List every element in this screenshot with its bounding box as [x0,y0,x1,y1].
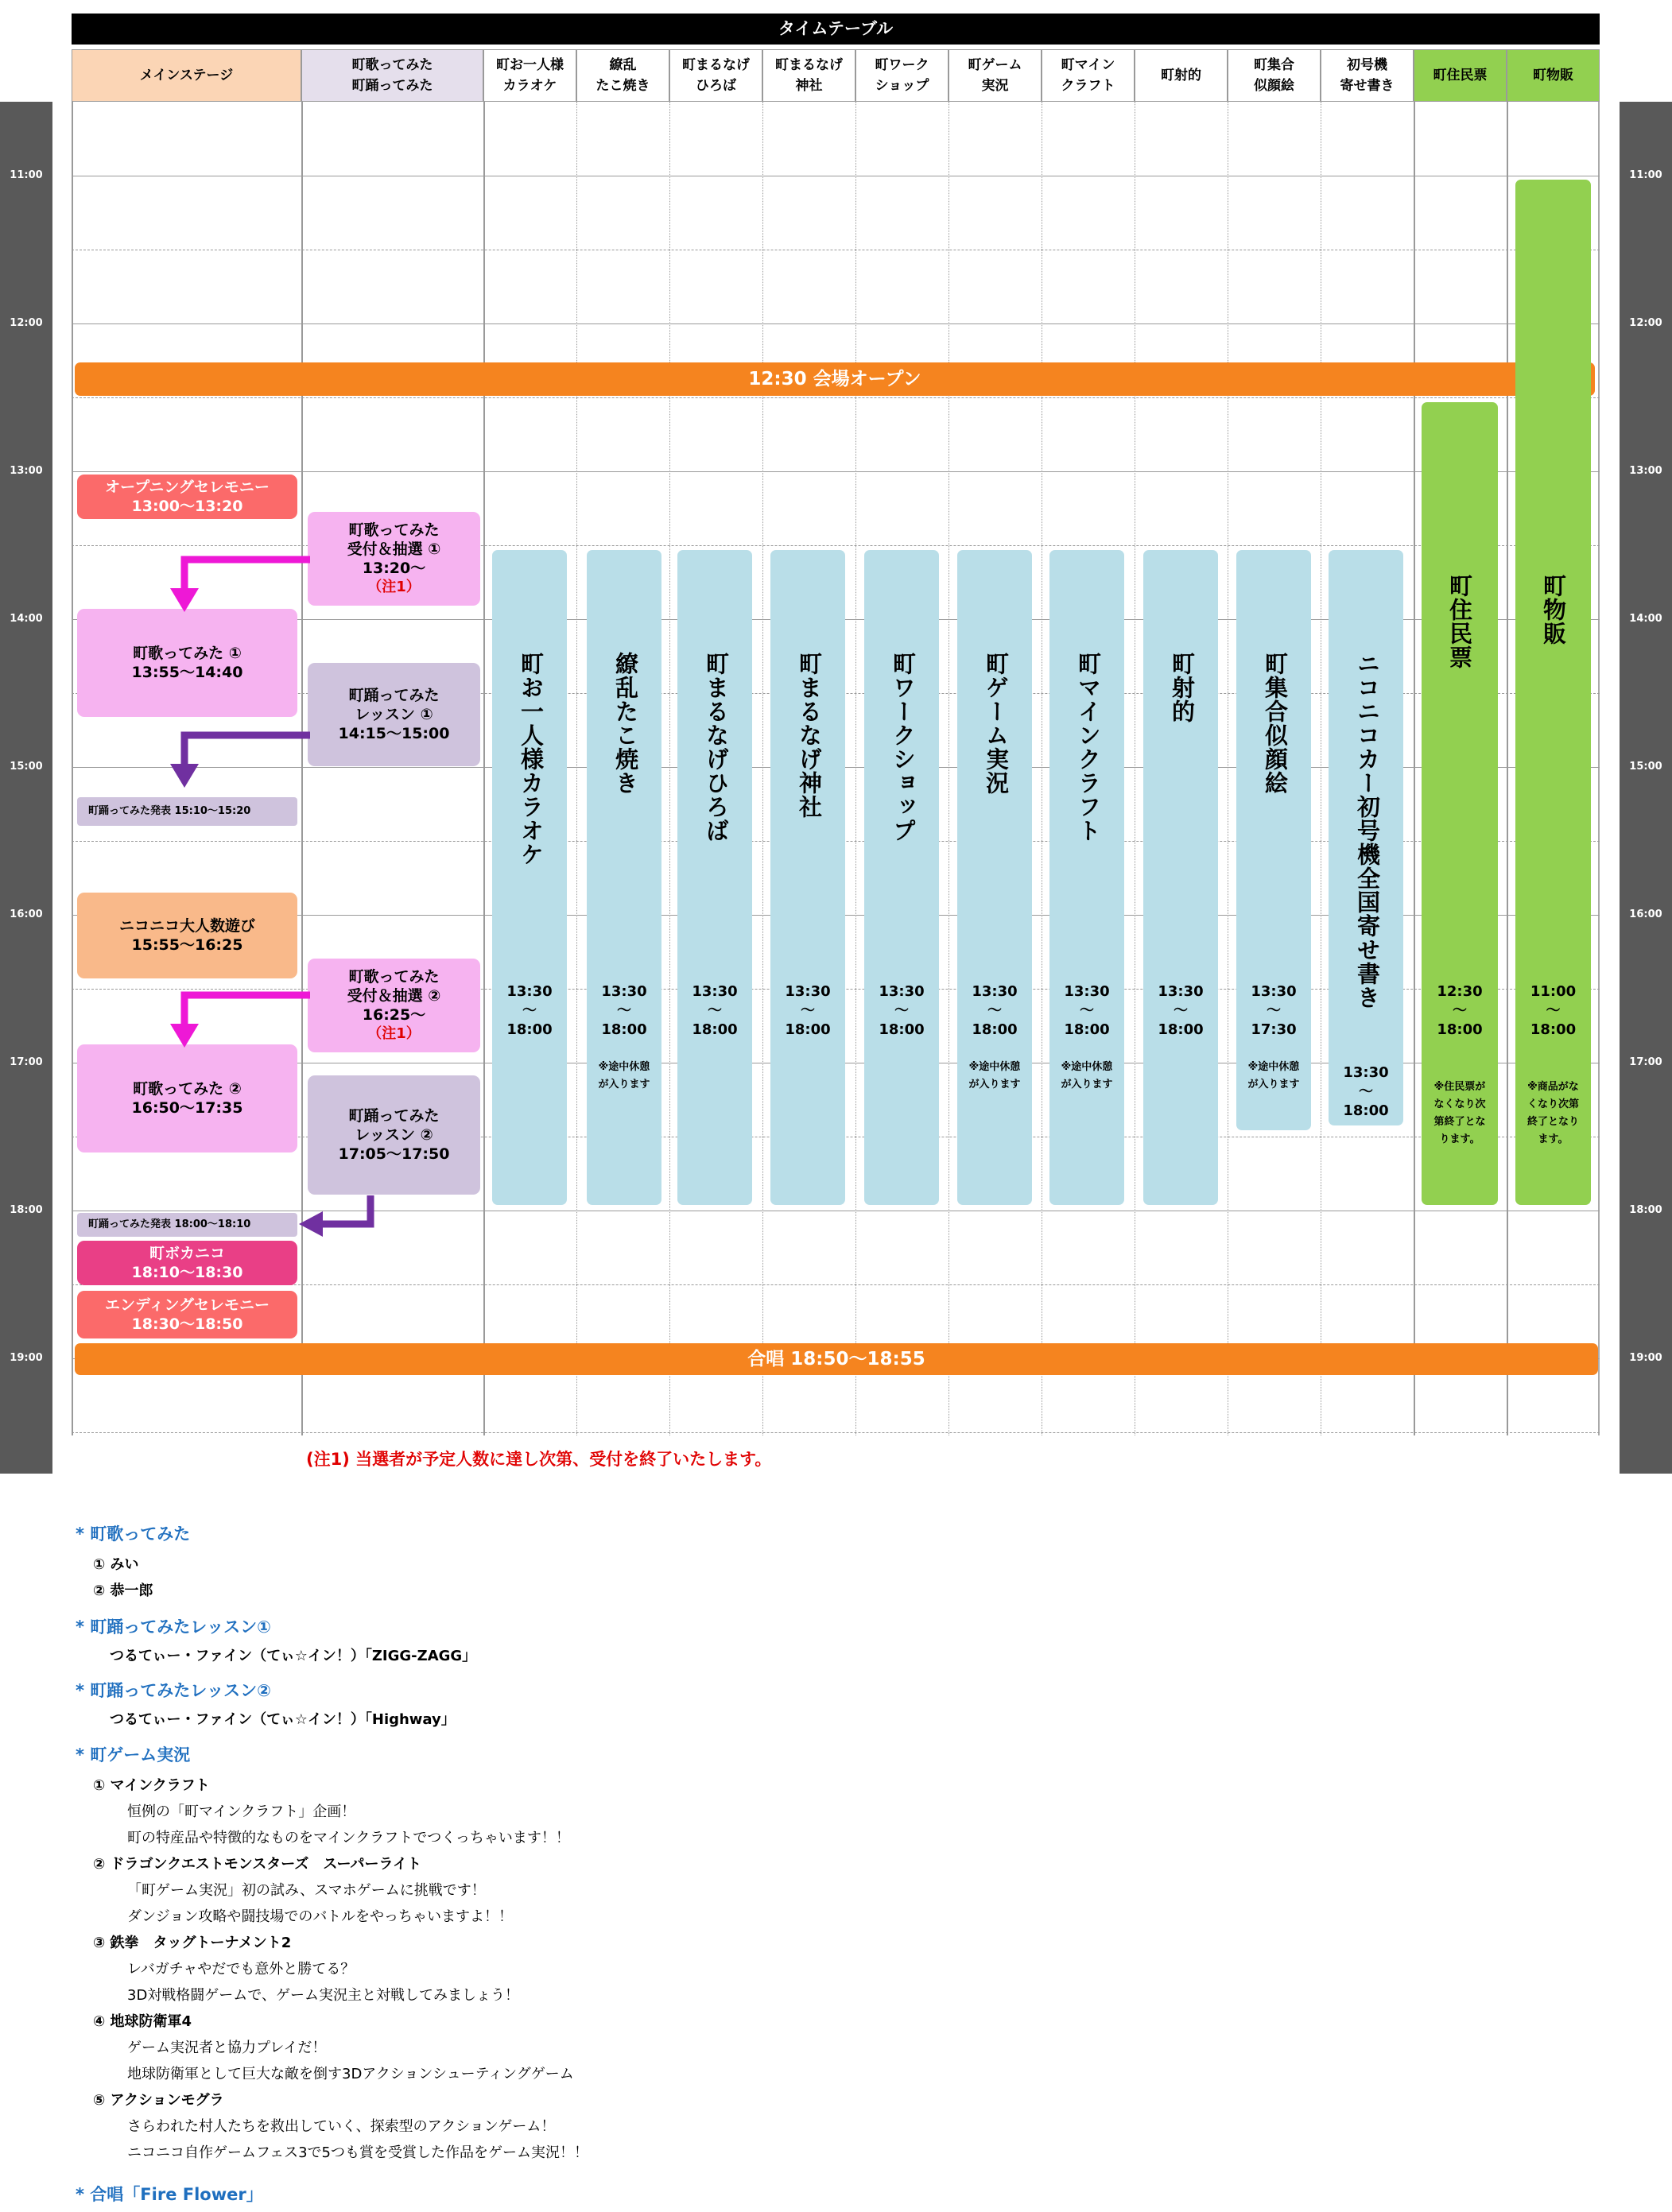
grid-half-hour-line [72,1284,1600,1285]
details-chorus-heading: * 合唱「Fire Flower」 [76,2185,263,2204]
nikoniko-title: ニコニコ大人数遊び [118,917,255,935]
col-header-shateki: 町射的 [1135,49,1228,102]
game-item-line: 地球防衛軍として巨大な敵を倒す3Dアクションシューティングゲーム [127,2066,574,2082]
game-item-line: レバガチャやだでも意外と勝てる？ [127,1961,355,1978]
booth-title: 町まるなげひろば [703,652,730,843]
ending-ceremony-title: エンディングセレモニー [104,1296,270,1314]
booth-column [957,550,1032,1205]
odotte-show-1: 町踊ってみた発表 15:10〜15:20 [77,797,297,826]
game-item-title: ⑤ アクションモグラ [93,2092,224,2109]
time-label-left: 14:00 [10,613,43,625]
reg2-line1: 町歌ってみた [348,968,440,986]
juminhyo-title: 町住民票 [1446,574,1473,669]
utatte-2 [77,1044,297,1152]
col-header-minecraft: 町マイン クラフト [1042,49,1135,102]
col-header-nigaoe: 町集合 似顔絵 [1228,49,1321,102]
booth-column [492,550,567,1205]
opening-ceremony-title: オープニングセレモニー [105,478,270,496]
booth-column [677,550,752,1205]
time-label-right: 18:00 [1629,1204,1662,1216]
game-item-line: 「町ゲーム実況」初の試み、スマホゲームに挑戦です！ [127,1882,486,1899]
booth-note: ※途中休憩 が入ります [598,1061,650,1091]
lesson1-line2: レッスン ① [355,706,433,723]
booth-time: 13:30 〜 18:00 [1158,983,1204,1038]
booth-title: 町まるなげ神社 [796,652,823,819]
booth-column [587,550,661,1205]
time-bar-left [0,102,52,1474]
booth-time: 13:30 〜 18:00 [1064,983,1110,1038]
game-item-line: さらわれた村人たちを救出していく、探索型のアクションゲーム！ [127,2118,556,2135]
reg1-line2: 受付＆抽選 ① [347,540,441,558]
details-lesson2-heading: * 町踊ってみたレッスン② [76,1681,271,1700]
booth-time: 13:30 〜 18:00 [506,983,553,1038]
booth-time: 13:30 〜 18:00 [601,983,647,1038]
col-header-marunage-hiroba: 町まるなげ ひろば [669,49,762,102]
reg2-line2: 受付＆抽選 ② [347,987,441,1005]
game-item-title: ④ 地球防衛軍4 [93,2013,192,2030]
booth-note: ※途中休憩 が入ります [968,1061,1021,1091]
time-label-right: 14:00 [1629,613,1662,625]
booth-title: ニコニコカー初号機全国寄せ書き [1354,652,1381,1009]
time-bar-right [1620,102,1672,1474]
odotte-lesson-2 [308,1075,480,1195]
time-label-right: 11:00 [1629,169,1662,181]
col-header-workshop: 町ワーク ショップ [855,49,949,102]
booth-title: 繚乱たこ焼き [612,652,639,795]
odotte-lesson-1 [308,663,480,766]
time-label-left: 18:00 [10,1204,43,1216]
booth-column [1049,550,1124,1205]
lesson2-line2: レッスン ② [355,1126,433,1144]
lesson2-line1: 町踊ってみた [348,1107,440,1125]
buppan-title: 町物販 [1540,574,1567,645]
booth-time: 13:30 〜 18:00 [879,983,925,1038]
details-game-heading: * 町ゲーム実況 [76,1745,191,1765]
booth-time: 13:30 〜 17:30 [1251,983,1297,1038]
game-item-line: 恒例の「町マインクラフト」企画！ [127,1803,356,1820]
time-label-right: 17:00 [1629,1056,1662,1068]
booth-time: 13:30 〜 18:00 [1343,1064,1389,1119]
booth-column [1236,550,1311,1130]
details-utatte-1: ① みい [93,1556,139,1573]
game-item-title: ① マインクラフト [93,1777,210,1794]
booth-note: ※途中休憩 が入ります [1061,1061,1113,1091]
vocanico [77,1241,297,1285]
venue-open-bar: 12:30 会場オープン [75,362,1595,396]
ending-ceremony [77,1291,297,1338]
booth-title: 町お一人様カラオケ [518,652,545,866]
col-header-marunage-jinja: 町まるなげ 神社 [762,49,855,102]
game-item-line: 3D対戦格闘ゲームで、ゲーム実況主と対戦してみましょう！ [127,1987,519,2004]
lesson1-time: 14:15〜15:00 [338,725,450,742]
buppan-note: ※商品がな くなり次第 終了となり ます。 [1527,1081,1579,1145]
game-item-line: ダンジョン攻略や闘技場でのバトルをやっちゃいますよ！！ [127,1908,514,1925]
arrow-lesson1-to-show1 [159,724,314,796]
vocanico-title: 町ボカニコ [149,1245,225,1262]
game-item-line: ゲーム実況者と協力プレイだ！ [127,2040,327,2056]
time-label-left: 12:00 [10,317,43,329]
booth-time: 13:30 〜 18:00 [692,983,738,1038]
booth-time: 13:30 〜 18:00 [785,983,831,1038]
game-item-line: ニコニコ自作ゲームフェス3で5つも賞を受賞した作品をゲーム実況！！ [127,2144,589,2161]
time-label-right: 15:00 [1629,761,1662,773]
time-label-left: 17:00 [10,1056,43,1068]
chorus-bar: 合唱 18:50〜18:55 [75,1343,1598,1375]
ending-ceremony-time: 18:30〜18:50 [131,1315,243,1333]
lesson1-line1: 町踊ってみた [348,687,440,704]
col-header-takoyaki: 繚乱 たこ焼き [576,49,669,102]
utatte-1-time: 13:55〜14:40 [131,664,243,681]
time-label-right: 19:00 [1629,1352,1662,1364]
utatte-1 [77,609,297,717]
utatte-2-time: 16:50〜17:35 [131,1099,243,1117]
col-header-game-jikkyo: 町ゲーム 実況 [949,49,1042,102]
grid-half-hour-line [72,545,1600,546]
vocanico-time: 18:10〜18:30 [131,1264,243,1281]
timetable-title: タイムテーブル [72,14,1600,45]
buppan-column [1515,180,1591,1205]
nikoniko-group-play [77,893,297,978]
booth-note: ※途中休憩 が入ります [1247,1061,1300,1091]
booth-title: 町集合似顔絵 [1262,652,1289,795]
game-item-title: ② ドラゴンクエストモンスターズ スーパーライト [93,1856,422,1873]
time-label-left: 13:00 [10,465,43,477]
time-label-left: 16:00 [10,908,43,920]
time-label-left: 15:00 [10,761,43,773]
col-header-uta-odori: 町歌ってみた 町踊ってみた [301,49,483,102]
grid-hour-line [72,471,1600,472]
game-item-title: ③ 鉄拳 タッグトーナメント2 [93,1935,292,1951]
footnote: (注1) 当選者が予定人数に達し次第、受付を終了いたします。 [306,1450,772,1469]
utatte-registration-2 [308,959,480,1052]
juminhyo-time: 12:30 〜 18:00 [1437,983,1483,1038]
booth-column [1143,550,1218,1205]
opening-ceremony [77,475,297,519]
arrow-reg1-to-utatte1 [159,548,314,620]
reg1-line1: 町歌ってみた [348,521,440,539]
details-lesson1-heading: * 町踊ってみたレッスン① [76,1617,271,1637]
reg1-time: 13:20〜 [362,560,426,577]
details-utatte-heading: * 町歌ってみた [76,1524,191,1544]
utatte-1-title: 町歌ってみた ① [133,645,242,662]
reg2-time: 16:25〜 [362,1006,426,1024]
utatte-2-title: 町歌ってみた ② [133,1080,242,1098]
col-header-karaoke: 町お一人様 カラオケ [483,49,576,102]
reg2-note: （注1） [367,1025,421,1042]
booth-column [864,550,939,1205]
lesson2-time: 17:05〜17:50 [338,1145,450,1163]
booth-title: 町マインクラフト [1075,652,1102,843]
grid-half-hour-line [72,397,1600,398]
nikoniko-time: 15:55〜16:25 [131,936,243,954]
reg1-note: （注1） [367,579,421,595]
details-lesson2-body: つるてぃー・ファイン（てぃ☆イン！）「Highway」 [110,1711,456,1728]
arrow-lesson2-to-show2 [296,1192,375,1243]
game-item-line: 町の特産品や特徴的なものをマインクラフトでつくっちゃいます！！ [127,1830,570,1846]
col-header-juminhyo: 町住民票 [1414,49,1507,102]
booth-title: 町射的 [1169,652,1196,723]
details-lesson1-body: つるてぃー・ファイン（てぃ☆イン！）「ZIGG-ZAGG」 [110,1648,477,1664]
booth-column [770,550,845,1205]
col-header-yosegaki: 初号機 寄せ書き [1321,49,1414,102]
buppan-time: 11:00 〜 18:00 [1530,983,1577,1038]
time-label-left: 11:00 [10,169,43,181]
time-label-left: 19:00 [10,1352,43,1364]
time-label-right: 12:00 [1629,317,1662,329]
time-label-right: 16:00 [1629,908,1662,920]
opening-ceremony-time: 13:00〜13:20 [131,498,243,515]
grid-hour-line [72,323,1600,324]
col-header-buppan: 町物販 [1507,49,1600,102]
time-label-right: 13:00 [1629,465,1662,477]
grid-half-hour-line [72,1432,1600,1433]
juminhyo-note: ※住民票が なくなり次 第終了とな ります。 [1433,1081,1486,1145]
arrow-reg2-to-utatte2 [159,984,314,1056]
odotte-show-2: 町踊ってみた発表 18:00〜18:10 [77,1213,297,1237]
details-utatte-2: ② 恭一郎 [93,1582,153,1599]
utatte-registration-1 [308,512,480,606]
booth-time: 13:30 〜 18:00 [972,983,1018,1038]
booth-title: 町ワークショップ [890,652,917,843]
col-header-main-stage: メインステージ [72,49,301,102]
booth-title: 町ゲーム実況 [983,652,1010,795]
